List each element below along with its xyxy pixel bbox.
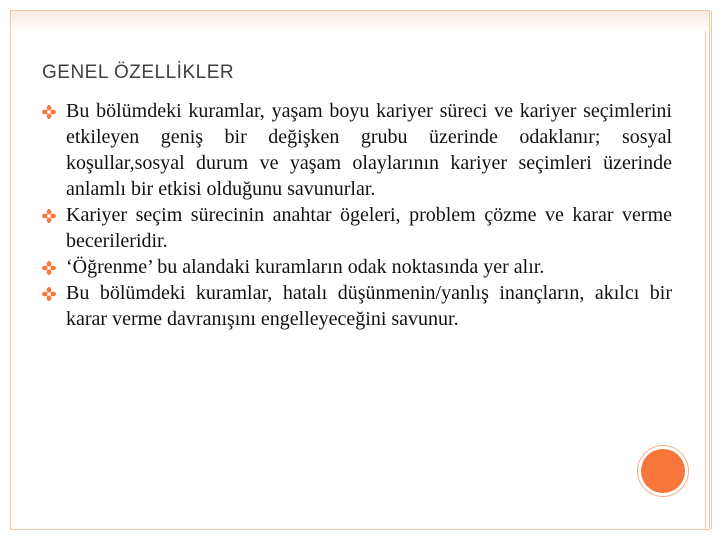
bullet-text: ‘Öğrenme’ bu alandaki kuramların odak noktasında yer alır. — [66, 256, 545, 278]
frame-line — [705, 11, 706, 529]
bullet-list — [42, 98, 672, 332]
bullet-item — [42, 98, 672, 202]
flower-bullet-icon — [42, 261, 56, 275]
bullet-text: Bu bölümdeki kuramlar, yaşam boyu kariyer süreci ve kariyer seçimlerini etkileyen geniş bir değişken grubu üzerinde odaklanır; sosyal koşullar,sosyal durum ve yaşam olaylarının kariyer seçimleri üzerinde anlamlı bir etkisi olduğunu savunurlar. — [66, 100, 672, 200]
top-shade — [11, 11, 709, 31]
bullet-text: Kariyer seçim sürecinin anahtar ögeleri, problem çözme ve karar verme becerileridir. — [66, 204, 672, 252]
flower-bullet-icon — [42, 287, 56, 301]
flower-bullet-icon — [42, 209, 56, 223]
decorative-circle — [641, 449, 685, 493]
bullet-item — [42, 280, 672, 332]
bullet-item — [42, 202, 672, 254]
frame-line — [711, 11, 712, 529]
flower-bullet-icon — [42, 105, 56, 119]
slide-title: GENEL ÖZELLİKLER — [42, 62, 235, 83]
bullet-item — [42, 254, 672, 280]
bullet-text: Bu bölümdeki kuramlar, hatalı düşünmenin/yanlış inançların, akılcı bir karar verme davranışını engelleyeceğini savunur. — [66, 282, 672, 330]
